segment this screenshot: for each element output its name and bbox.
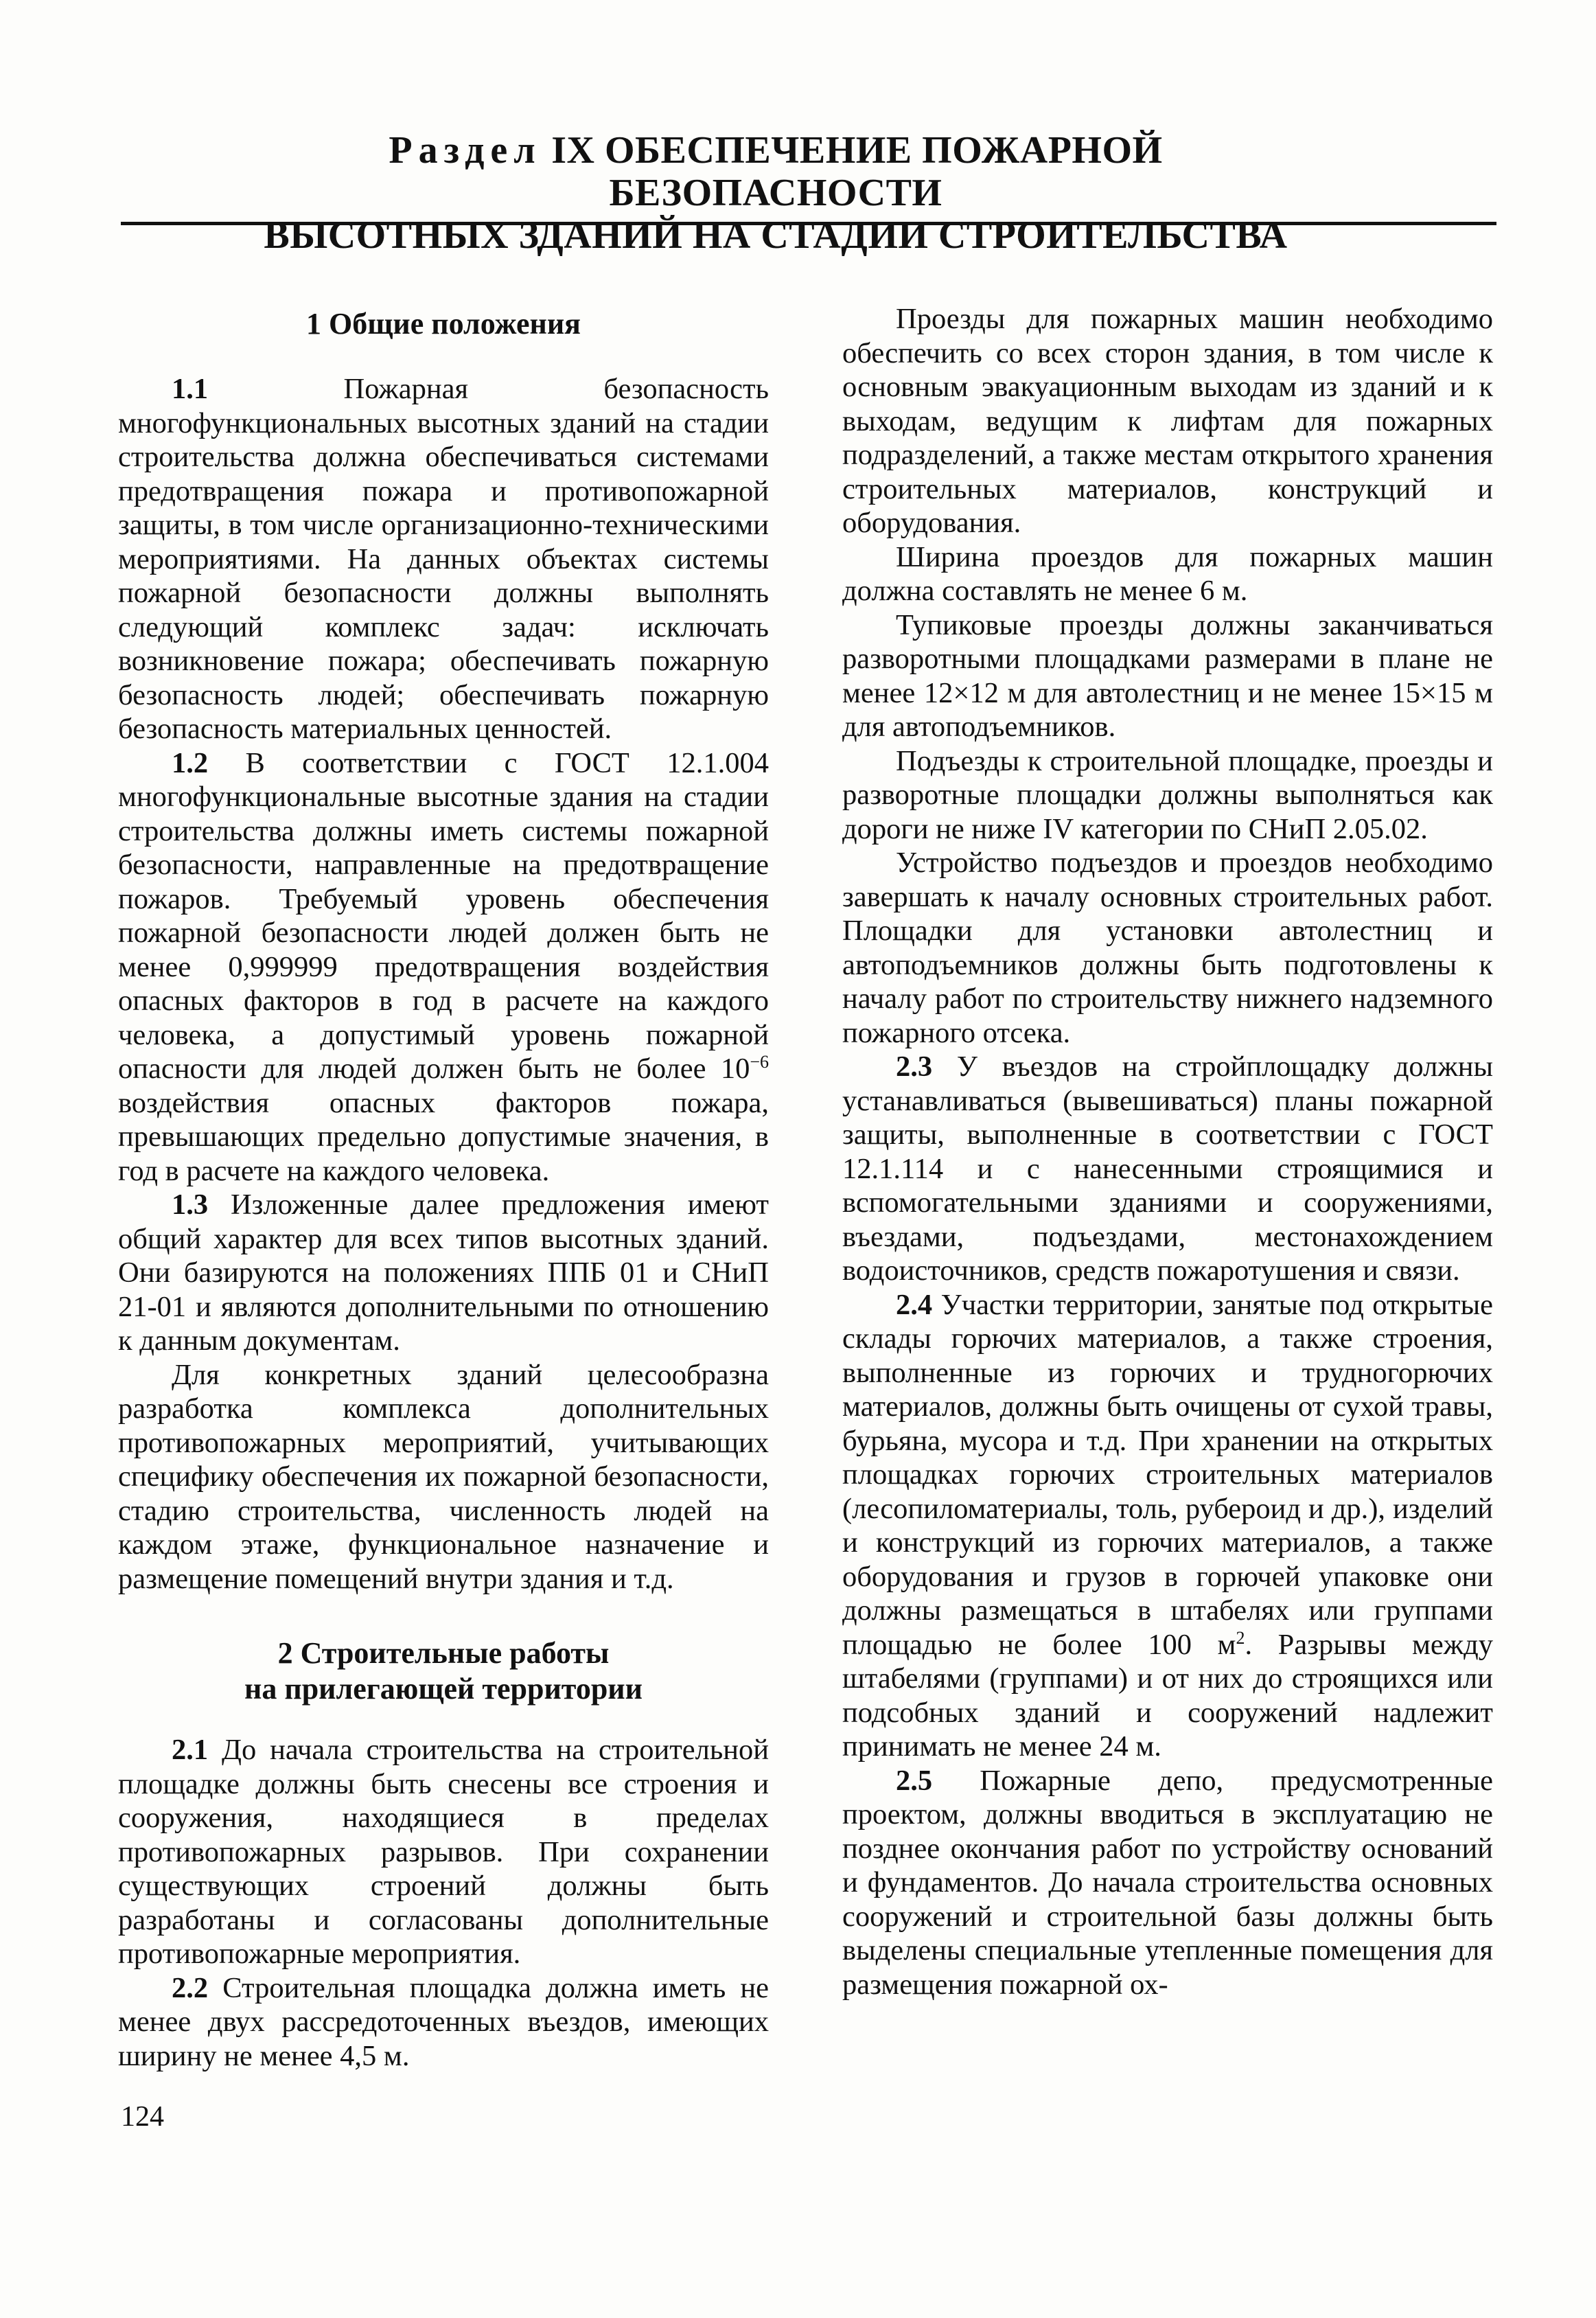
- paragraph-dead-end-passages: Тупиковые проезды должны заканчиваться разворотными площадками размерами в плане не менее 12×12 м для автолестниц и не менее 15×15 м для автоподъемников.: [842, 608, 1493, 743]
- section-title-line-1: [227, 129, 1325, 214]
- paragraph-text: До начала строительства на строительной площадке должны быть снесены все строения и сооружения, находящиеся в пределах противопожарных разрывов. При сохранении существующих строений должны быть разработаны и согласованы дополнительные противопожарные мероприятия.: [118, 1734, 769, 1970]
- section-title-line-2: ВЫСОТНЫХ ЗДАНИЙ НА СТАДИИ СТРОИТЕЛЬСТВА: [264, 214, 1288, 257]
- paragraph-text-cont: воздействия опасных факторов пожара, превышающих предельно допустимые значения, в год в расчете на каждого человека.: [118, 1086, 769, 1187]
- paragraph-text: В соответствии с ГОСТ 12.1.004 многофункциональные высотные здания на стадии строительства должны иметь системы пожарной безопасности, направленные на предотвращение пожаров. Требуемый уровень обеспечения пожарной безопасности людей должен быть не менее 0,999999 предотвращения воздействия опасных факторов в год в расчете на каждого человека, а допустимый уровень пожарной опасности для людей должен быть не более 10: [118, 746, 769, 1085]
- paragraph-text: Изложенные далее предложения имеют общий характер для всех типов высотных зданий. Они базируются на положениях ППБ 01 и СНиП 21-01 и являются дополнительными по отношению к данным документам.: [118, 1189, 769, 1357]
- paragraph-text: Пожарные депо, предусмотренные проектом, должны вводиться в эксплуатацию не позднее окончания работ по устройству оснований и фундаментов. До начала строительства основных сооружений и строительной базы должны быть выделены специальные утепленные помещения для размещения пожарной ох-: [842, 1764, 1493, 2001]
- paragraph-fire-passages: Проезды для пожарных машин необходимо обеспечить со всех сторон здания, в том числе к основным эвакуационным выходам из зданий и к выходам, ведущим к лифтам для пожарных подразделений, а также местам открытого хранения строительных материалов, конструкций и оборудования.: [842, 303, 1493, 539]
- paragraph-1-1: [118, 372, 769, 746]
- paragraph-number: 2.2: [172, 1971, 209, 2004]
- paragraph-number: 1.2: [172, 746, 209, 779]
- paragraph-number: 2.4: [896, 1288, 933, 1321]
- paragraph-text: Строительная площадка должна иметь не менее двух рассредоточенных въездов, имеющих ширину не менее 4,5 м.: [118, 1971, 769, 2072]
- section-title-rest: IX ОБЕСПЕЧЕНИЕ ПОЖАРНОЙ БЕЗОПАСНОСТИ: [551, 129, 1163, 214]
- superscript: 2: [1236, 1627, 1245, 1648]
- section-title-lead: Раздел: [389, 129, 542, 172]
- paragraph-2-1: [118, 1733, 769, 1971]
- paragraph-2-3: [842, 1050, 1493, 1288]
- paragraph-number: 1.3: [172, 1189, 209, 1221]
- paragraph-roads-completion: Устройство подъездов и проездов необходимо завершать к началу основных строительных работ. Площадки для установки автолестниц и автоподъемников должны быть подготовлены к началу работ по строительству нижнего надземного пожарного отсека.: [842, 847, 1493, 1049]
- paragraph-2-4: [842, 1288, 1493, 1764]
- paragraph-number: 1.1: [172, 373, 209, 405]
- paragraph-2-5: [842, 1764, 1493, 2002]
- paragraph-text: Участки территории, занятые под открытые склады горючих материалов, а также строения, выполненные из горючих и трудногорючих материалов, должны быть очищены от сухой травы, бурьяна, мусора и т.д. При хранении на открытых площадках горючих строительных материалов (лесопиломатериалы, толь, рубероид и др.), изделий и конструкций из горючих материалов, а также оборудования и грузов в горючей упаковке они должны размещаться в штабелях или группами площадью не более 100 м: [842, 1288, 1493, 1661]
- paragraph-number: 2.5: [896, 1764, 933, 1797]
- paragraph-specific-buildings: Для конкретных зданий целесообразна разработка комплекса дополнительных противопожарных мероприятий, учитывающих специфику обеспечения их пожарной безопасности, стадию строительства, численность людей на каждом этаже, функциональное назначение и размещение помещений внутри здания и т.д.: [118, 1358, 769, 1595]
- heading-line-2: на прилегающей территории: [244, 1672, 643, 1706]
- paragraph-number: 2.3: [896, 1051, 933, 1083]
- section-title: [227, 129, 1325, 257]
- title-divider: [121, 222, 1496, 225]
- paragraph-text-cont: . Разрывы между штабелями (группами) и от них до строящихся или подсобных зданий и сооружений надлежит принимать не менее 24 м.: [842, 1628, 1493, 1763]
- heading-construction-works: [118, 1636, 769, 1707]
- paragraph-1-2: [118, 746, 769, 1189]
- paragraph-text: Пожарная безопасность многофункциональных высотных зданий на стадии строительства должна обеспечиваться системами предотвращения пожара и противопожарной защиты, в том числе организационно-техническими мероприятиями. На данных объектах системы пожарной безопасности должны выполнять следующий комплекс задач: исключать возникновение пожара; обеспечивать пожарную безопасность людей; обеспечивать пожарную безопасность материальных ценностей.: [118, 373, 769, 745]
- heading-general-provisions: 1 Общие положения: [306, 307, 581, 341]
- left-column: [118, 302, 769, 2073]
- paragraph-1-3: [118, 1188, 769, 1358]
- right-column: [842, 302, 1493, 2001]
- paragraph-2-2: [118, 1971, 769, 2074]
- paragraph-access-roads: Подъезды к строительной площадке, проезды и разворотные площадки должны выполняться как дороги не ниже IV категории по СНиП 2.05.02.: [842, 744, 1493, 845]
- paragraph-number: 2.1: [172, 1734, 209, 1766]
- exponent: −6: [750, 1051, 769, 1072]
- paragraph-text: У въездов на стройплощадку должны устанавливаться (вывешиваться) планы пожарной защиты, выполненные в соответствии с ГОСТ 12.1.114 и с нанесенными строящимися и вспомогательными зданиями и сооружениями, въездами, подъездами, местонахождением водоисточников, средств пожаротушения и связи.: [842, 1051, 1493, 1287]
- paragraph-passage-width: Ширина проездов для пожарных машин должна составлять не менее 6 м.: [842, 540, 1493, 607]
- heading-line-1: 2 Строительные работы: [277, 1636, 610, 1670]
- page-number: 124: [121, 2101, 164, 2133]
